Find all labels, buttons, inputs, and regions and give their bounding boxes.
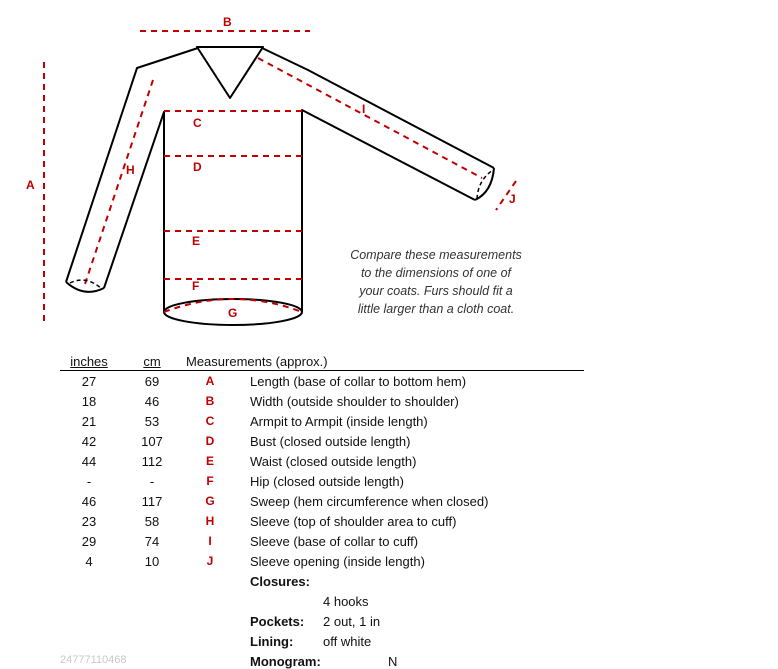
measurements-table	[60, 352, 584, 571]
cell-letter: B	[205, 394, 215, 408]
cell-inches: 44	[81, 453, 97, 469]
cell-letter: H	[205, 514, 215, 528]
label-d: D	[193, 160, 202, 174]
cell-inches: 18	[81, 393, 97, 409]
label-e: E	[192, 234, 201, 248]
cell-cm: 53	[144, 413, 160, 429]
cell-letter: E	[205, 454, 214, 468]
cell-inches: 42	[81, 433, 97, 449]
cell-description: Waist (closed outside length)	[250, 453, 417, 469]
cell-inches: 21	[81, 413, 97, 429]
table-row	[60, 511, 584, 531]
table-header-row	[60, 352, 584, 371]
table-row	[60, 431, 584, 451]
header-measurements: Measurements (approx.)	[186, 352, 584, 371]
cell-cm: 58	[144, 513, 160, 529]
item-number: 24777110468	[60, 654, 127, 666]
cell-inches: 29	[81, 533, 97, 549]
cell-description: Sweep (hem circumference when closed)	[250, 493, 489, 509]
cell-letter: A	[205, 374, 215, 388]
table-row	[60, 551, 584, 571]
label-a: A	[26, 178, 35, 192]
cell-description: Length (base of collar to bottom hem)	[250, 373, 467, 389]
cell-cm: 46	[144, 393, 160, 409]
fit-note	[338, 246, 534, 318]
cell-description: Sleeve (base of collar to cuff)	[250, 533, 419, 549]
cell-inches: 46	[81, 493, 97, 509]
cell-letter: C	[205, 414, 215, 428]
cell-letter: F	[206, 474, 214, 488]
cell-description: Hip (closed outside length)	[250, 473, 404, 489]
cell-description: Sleeve (top of shoulder area to cuff)	[250, 513, 457, 529]
cell-inches: 23	[81, 513, 97, 529]
guide-h	[85, 80, 153, 284]
lining-value: off white	[323, 634, 372, 649]
cell-description: Armpit to Armpit (inside length)	[250, 413, 428, 429]
monogram-label: Monogram:	[250, 654, 321, 669]
cell-cm: 112	[141, 453, 163, 469]
monogram-value: N	[388, 654, 398, 669]
header-inches: inches	[60, 352, 118, 371]
table-row	[60, 371, 584, 392]
header-cm: cm	[118, 352, 186, 371]
label-f: F	[192, 279, 200, 293]
cell-cm: 74	[144, 533, 160, 549]
cell-cm: 117	[141, 493, 163, 509]
lining-label: Lining:	[250, 634, 294, 649]
pockets-value: 2 out, 1 in	[323, 614, 381, 629]
cell-cm: 69	[144, 373, 160, 389]
cell-description: Bust (closed outside length)	[250, 433, 411, 449]
cell-inches: -	[86, 473, 92, 489]
cell-letter: J	[206, 554, 214, 568]
cell-letter: I	[208, 534, 212, 548]
label-j: J	[509, 192, 516, 206]
fit-note-line: Compare these measurements	[350, 248, 522, 262]
label-i: I	[362, 102, 366, 116]
table-row	[60, 451, 584, 471]
fit-note-line: to the dimensions of one of	[360, 266, 512, 280]
guide-i	[258, 58, 482, 178]
collar	[197, 47, 263, 98]
table-row	[60, 491, 584, 511]
cell-cm: -	[149, 473, 155, 489]
cell-inches: 4	[85, 553, 93, 569]
cell-letter: G	[205, 494, 215, 508]
label-c: C	[193, 116, 202, 130]
closures-label: Closures:	[250, 574, 310, 589]
pockets-label: Pockets:	[250, 614, 305, 629]
cell-inches: 27	[81, 373, 97, 389]
cell-description: Sleeve opening (inside length)	[250, 553, 425, 569]
fit-note-line: your coats. Furs should fit a	[359, 284, 513, 298]
label-b: B	[223, 15, 232, 29]
cell-cm: 107	[141, 433, 163, 449]
cell-letter: D	[205, 434, 215, 448]
label-h: H	[126, 163, 135, 177]
label-g: G	[228, 306, 238, 320]
fit-note-line: little larger than a cloth coat.	[357, 302, 515, 316]
table-row	[60, 411, 584, 431]
closures-value: 4 hooks	[323, 594, 369, 609]
cell-description: Width (outside shoulder to shoulder)	[250, 393, 459, 409]
table-row	[60, 531, 584, 551]
cell-cm: 10	[144, 553, 160, 569]
table-row	[60, 391, 584, 411]
table-row	[60, 471, 584, 491]
